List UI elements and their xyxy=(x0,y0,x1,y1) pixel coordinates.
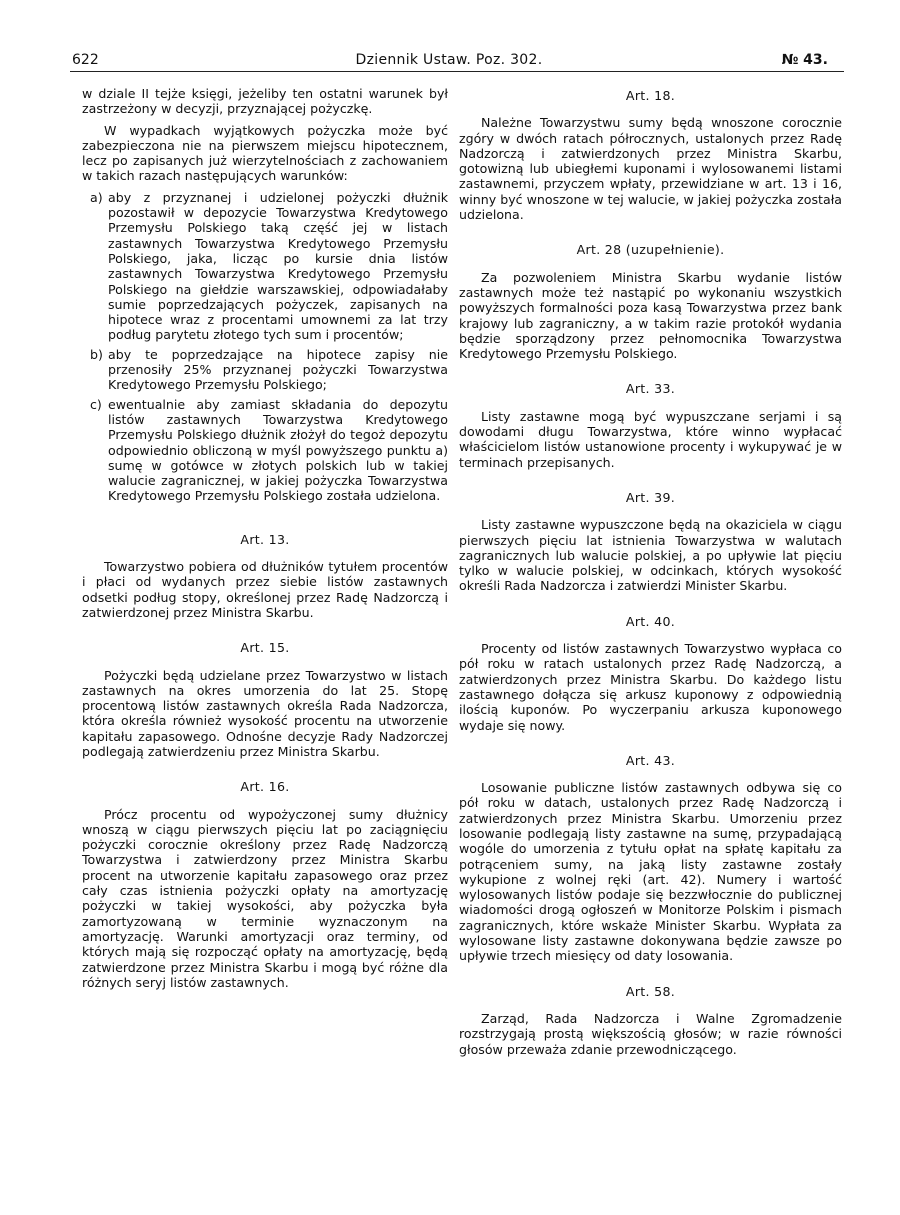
article-28-title: Art. 28 (uzupełnienie). xyxy=(576,242,725,258)
intro-paragraph: w dziale II tejże księgi, jeżeliby ten ostatni warunek był zastrzeżony w decyzji, przyznającej pożyczkę. xyxy=(82,86,448,117)
page-number: 622 xyxy=(72,52,99,68)
article-16-text: Prócz procentu od wypożyczonej sumy dłużnicy wnoszą w ciągu pierwszych pięciu lat po zaciągnięciu pożyczki corocznie określony przez Radę Nadzorczą Towarzystwa i zatwierdzony przez Ministra Skarbu procent na utworzenie kapitału zapasowego oraz przez cały czas istnienia pożyczki opłaty na amortyzację pożyczki w takiej wysokości, aby pożyczka była zamortyzowaną w terminie wyznaczonym na amortyzację. Warunki amortyzacji oraz terminy, od których mają się rozpocząć opłaty na amortyzację, będą zatwierdzone przez Ministra Skarbu i mogą być różne dla różnych seryj listów zastawnych. xyxy=(82,806,448,990)
article-43-text: Losowanie publiczne listów zastawnych odbywa się co pół roku w datach, ustalonych przez Radę Nadzorczą i zatwierdzonych przez Ministra Skarbu. Umorzeniu przez losowanie podlegają listy zastawne na sumę, przypadającą wogóle do umorzenia z tytułu opłat na spłatę kapitału za potrąceniem sumy, na jaką listy zastawne zostały wykupione z wolnej ręki (art. 42). Numery i wartość wylosowanych listów podaje się bezzwłocznie do publicznej wiadomości drogą ogłoszeń w Monitorze Polskim i pismach zagranicznych, które wskaże Minister Skarbu. Wypłata za wylosowane listy zastawne dokonywana będzie zawsze po upływie trzech miesięcy od daty losowania. xyxy=(459,780,842,964)
article-39-text: Listy zastawne wypuszczone będą na okaziciela w ciągu pierwszych pięciu lat istnienia Towarzystwa w walutach zagranicznych lub walucie polskiej, a po upływie lat pięciu tylko w walucie polskiej, w odcinkach, których wysokość określi Rada Nadzorcza i zatwierdzi Minister Skarbu. xyxy=(459,517,842,594)
journal-title: Dziennik Ustaw. Poz. 302. xyxy=(355,52,543,68)
article-33-text: Listy zastawne mogą być wypuszczane serjami i są dowodami długu Towarzystwa, które winno wypłacać właścicielom listów ustanowione procenty i wykupywać je w terminach przepisanych. xyxy=(459,408,842,470)
article-13-text: Towarzystwo pobiera od dłużników tytułem procentów i płaci od wydanych przez siebie listów zastawnych odsetki podług stopy, określonej przez Radę Nadzorczą i zatwierdzonej przez Ministra Skarbu. xyxy=(82,559,448,620)
article-28-text: Za pozwoleniem Ministra Skarbu wydanie listów zastawnych może też nastąpić po wykonaniu wszystkich powyższych formalności poza kasą Towarzystwa przez bank krajowy lub zagraniczny, a w takim razie protokół wydania będzie sporządzony przez pełnomocnika Towarzystwa Kredytowego Przemysłu Polskiego. xyxy=(459,269,842,362)
item-text: ewentualnie aby zamiast składania do depozytu listów zastawnych Towarzystwa Kredytowego Przemysłu Polskiego dłużnik złożył do tegoż depozytu odpowiednio obliczoną w myśl powyższego punktu a) sumę w gotówce w złotych polskich lub w takiej walucie zagranicznej, w jakiej pożyczka Towarzystwa Kredytowego Przemysłu Polskiego została udzielona. xyxy=(108,396,448,504)
article-40-title: Art. 40. xyxy=(625,613,676,629)
article-40-text: Procenty od listów zastawnych Towarzystwo wypłaca co pół roku w ratach ustalonych przez Radę Nadzorczą, a zatwierdzonych przez Ministra Skarbu. Do każdego listu zastawnego dołącza się arkusz kuponowy z odpowiednią ilością kuponów. Po wyczerpaniu arkusza kuponowego wydaje się nowy. xyxy=(459,641,842,733)
article-39-title: Art. 39. xyxy=(625,489,676,505)
exception-paragraph: W wypadkach wyjątkowych pożyczka może być zabezpieczona nie na pierwszem miejscu hipotecznem, lecz po zapisanych już wierzytelnościach z zachowaniem w takich razach następujących warunków: xyxy=(82,122,448,184)
article-16-title: Art. 16. xyxy=(240,779,290,795)
item-label: a) xyxy=(90,189,103,205)
list-item xyxy=(82,190,448,343)
article-13-title: Art. 13. xyxy=(240,531,290,547)
article-33-title: Art. 33. xyxy=(625,381,676,397)
article-18-title: Art. 18. xyxy=(625,88,676,103)
article-15-title: Art. 15. xyxy=(240,640,290,656)
right-column xyxy=(459,86,842,1057)
conditions-list xyxy=(82,190,448,504)
article-15-text: Pożyczki będą udzielane przez Towarzystwo w listach zastawnych na okres umorzenia do lat 25. Stopę procentową listów zastawnych określa Rada Nadzorcza, która określa również wysokość procentu na utworzenie kapitału zapasowego. Odnośne decyzje Rady Nadzorczej podlegają zatwierdzeniu przez Ministra Skarbu. xyxy=(82,667,448,759)
item-label: b) xyxy=(90,346,103,362)
article-58-text: Zarząd, Rada Nadzorcza i Walne Zgromadzenie rozstrzygają prostą większością głosów; w razie równości głosów przeważa zdanie przewodniczącego. xyxy=(459,1010,842,1057)
item-label: c) xyxy=(90,396,102,412)
left-column xyxy=(82,86,448,990)
list-item xyxy=(82,397,448,504)
list-item xyxy=(82,347,448,393)
item-text: aby z przyznanej i udzielonej pożyczki dłużnik pozostawił w depozycie Towarzystwa Kredytowego Przemysłu Polskiego taką część jej w listach zastawnych Towarzystwa Kredytowego Przemysłu Polskiego, jaka, licząc po kursie dnia listów zastawnych Towarzystwa Kredytowego Przemysłu Polskiego na giełdzie warszawskiej, odpowiadałaby sumie poprzedzających pożyczek, zapisanych na hipotece wraz z procentami umownemi za lat trzy podług parytetu złotego tych sum i procentów; xyxy=(108,189,448,343)
issue-number: № 43. xyxy=(781,52,828,68)
item-text: aby te poprzedzające na hipotece zapisy nie przenosiły 25% przyznanej pożyczki Towarzystwa Kredytowego Przemysłu Polskiego; xyxy=(108,346,448,393)
article-43-title: Art. 43. xyxy=(625,752,676,768)
article-58-title: Art. 58. xyxy=(625,983,676,999)
article-18-text: Należne Towarzystwu sumy będą wnoszone corocznie zgóry w dwóch ratach półrocznych, ustalonych przez Radę Nadzorczą i zatwierdzonych przez Ministra Skarbu, gotowizną lub ubiegłemi kuponami i wylosowanemi listami zastawnemi, przyczem wpłaty, przewidziane w art. 13 i 16, winny być wnoszone w tej walucie, w jakiej pożyczka została udzielona. xyxy=(459,115,842,223)
page-header xyxy=(68,52,830,72)
header-rule xyxy=(70,71,844,72)
